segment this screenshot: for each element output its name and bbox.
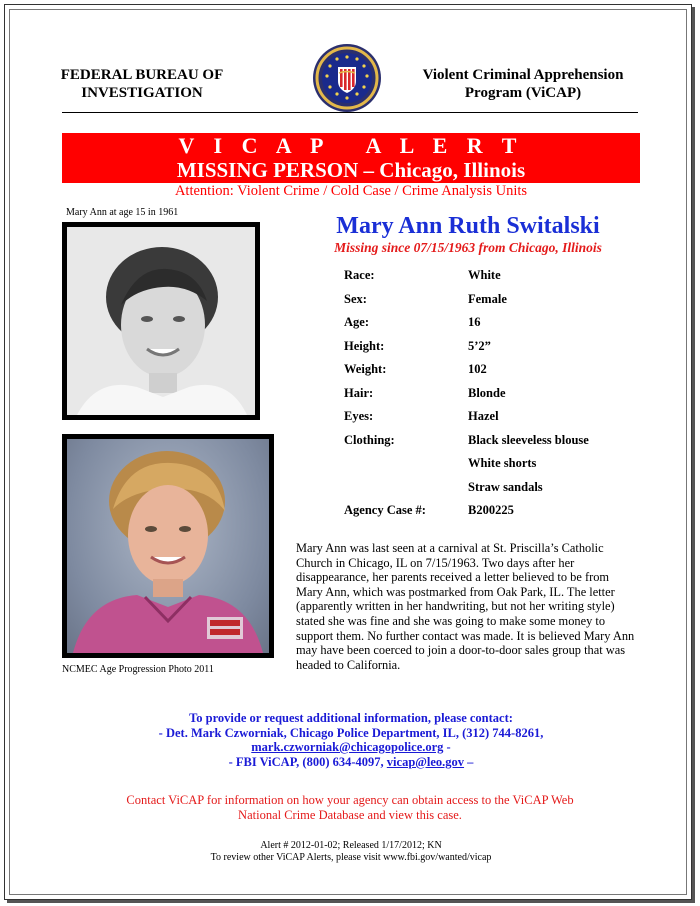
access-note: Contact ViCAP for information on how your agency can obtain access to the ViCAP Web National Crime Database and view this case. (126, 793, 574, 822)
detail-label: Clothing: (344, 432, 395, 447)
detail-label: Age: (344, 315, 369, 329)
detail-value: Black sleeveless blouse (468, 432, 589, 447)
photo-caption-2: NCMEC Age Progression Photo 2011 (62, 664, 214, 675)
detective-email-link[interactable]: mark.czworniak@chicagopolice.org (251, 740, 444, 754)
contact-block (62, 711, 640, 769)
agency-line-2: INVESTIGATION (81, 85, 203, 101)
header-divider (62, 112, 638, 113)
missing-since: Missing since 07/15/1963 from Chicago, Illinois (334, 240, 602, 255)
contact-detective: - Det. Mark Czworniak, Chicago Police Department, IL, (312) 744-8261, (158, 725, 544, 740)
detail-value: 16 (468, 315, 481, 329)
detail-row (344, 268, 644, 291)
vicap-email-link[interactable]: vicap@leo.gov (386, 754, 465, 769)
vicap-suffix: – (464, 754, 474, 769)
detail-value: Straw sandals (468, 479, 543, 494)
photo-caption-1: Mary Ann at age 15 in 1961 (66, 207, 179, 218)
program-line-1: Violent Criminal Apprehension (422, 67, 624, 83)
detail-label: Weight: (344, 362, 387, 376)
detail-row (344, 409, 644, 432)
alert-title: V I C A P A L E R T (178, 133, 524, 158)
detail-value: Hazel (468, 409, 499, 423)
agency-line-1: FEDERAL BUREAU OF (60, 67, 224, 83)
contact-vicap-line (62, 755, 640, 770)
detail-row (344, 292, 644, 315)
photo-1961 (62, 222, 260, 420)
detail-value: White shorts (468, 456, 537, 470)
detail-label: Race: (344, 268, 375, 282)
portrait-1961-image (67, 227, 255, 415)
program-name (418, 66, 628, 102)
detail-row (344, 456, 644, 479)
detail-label: Agency Case #: (344, 503, 426, 517)
detail-label: Height: (344, 338, 385, 353)
detail-value: Blonde (468, 385, 506, 400)
review-url: To review other ViCAP Alerts, please visit www.fbi.gov/wanted/vicap (210, 852, 492, 863)
detail-value: 102 (468, 362, 487, 376)
detail-row (344, 480, 644, 503)
detail-row (344, 433, 644, 456)
detail-row (344, 315, 644, 338)
detail-value: White (468, 268, 501, 282)
vicap-phone: - FBI ViCAP, (800) 634-4097, (228, 754, 387, 769)
detail-label: Eyes: (344, 409, 374, 423)
case-narrative: Mary Ann was last seen at a carnival at St. Priscilla’s Catholic Church in Chicago, IL on 7/15/1963. Two days after her disappearance, her parents received a letter believed to be from Mary Ann, which was postmarked from Oak Park, IL. The letter (apparently written in her handwriting, but not her writing style) stated she was fine and she was going to make some money to support them. No further contact was made. It is believed Mary Ann may have been coerced to join a door-to-door sales group that was headed to California. (296, 541, 635, 672)
person-name: Mary Ann Ruth Switalski (336, 213, 600, 239)
alert-number: Alert # 2012-01-02; Released 1/17/2012; KN (260, 840, 442, 851)
detail-value: B200225 (468, 503, 514, 517)
detail-value: Female (468, 291, 507, 306)
detail-value: 5’2” (468, 338, 491, 353)
photo-age-progression (62, 434, 274, 658)
footer (62, 840, 640, 864)
detail-row (344, 386, 644, 409)
alert-banner (62, 133, 640, 183)
contact-email-suffix: - (443, 740, 451, 754)
contact-email-line (62, 740, 640, 755)
attention-line: Attention: Violent Crime / Cold Case / Crime Analysis Units (174, 183, 528, 199)
detail-label: Sex: (344, 291, 367, 306)
program-line-2: Program (ViCAP) (464, 85, 582, 101)
agency-name (52, 66, 232, 102)
detail-row (344, 339, 644, 362)
contact-intro: To provide or request additional information, please contact: (189, 711, 513, 725)
portrait-2011-image (67, 439, 269, 653)
fbi-seal-icon (312, 43, 382, 113)
detail-label: Hair: (344, 385, 374, 400)
detail-row (344, 362, 644, 385)
detail-row (344, 503, 644, 526)
alert-subtitle: MISSING PERSON – Chicago, Illinois (176, 158, 526, 182)
